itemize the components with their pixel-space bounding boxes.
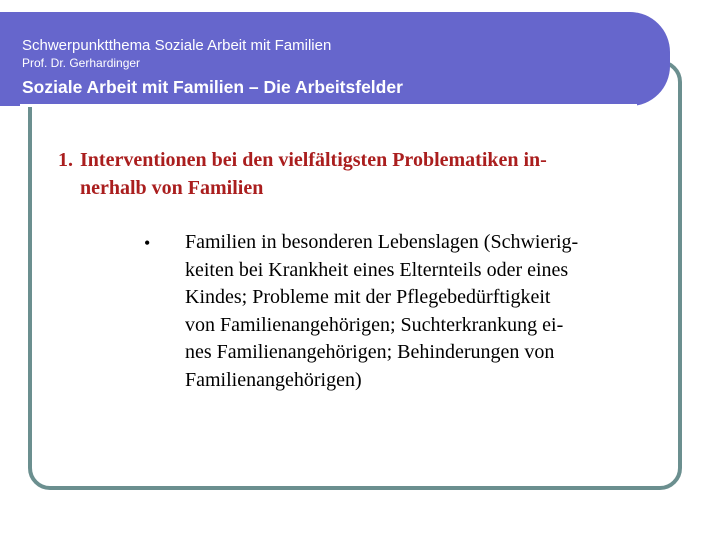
bullet-line: nes Familienangehörigen; Behinderungen von	[185, 341, 555, 363]
bullet-icon: •	[144, 233, 151, 253]
bullet-line: Familien in besonderen Lebenslagen (Schwierig-	[185, 231, 579, 253]
heading-line: nerhalb von Familien	[80, 177, 264, 199]
bullet-line: Familienangehörigen)	[185, 368, 362, 391]
author-name: Prof. Dr. Gerhardinger	[22, 56, 141, 70]
heading-number: 1.	[58, 149, 73, 171]
heading-text	[80, 146, 648, 202]
bullet-line: keiten bei Krankheit eines Elternteils oder eines	[185, 258, 569, 281]
slide-title: Soziale Arbeit mit Familien – Die Arbeitsfelder	[22, 77, 403, 97]
bullet-line: von Familienangehörigen; Suchterkrankung ei-	[185, 313, 564, 336]
course-title: Schwerpunktthema Soziale Arbeit mit Familien	[22, 37, 332, 54]
bullet-line: Kindes; Probleme mit der Pflegebedürftigkeit	[185, 286, 551, 308]
heading-line: Interventionen bei den vielfältigsten Problematiken in-	[80, 149, 547, 171]
bullet-text	[185, 229, 655, 394]
